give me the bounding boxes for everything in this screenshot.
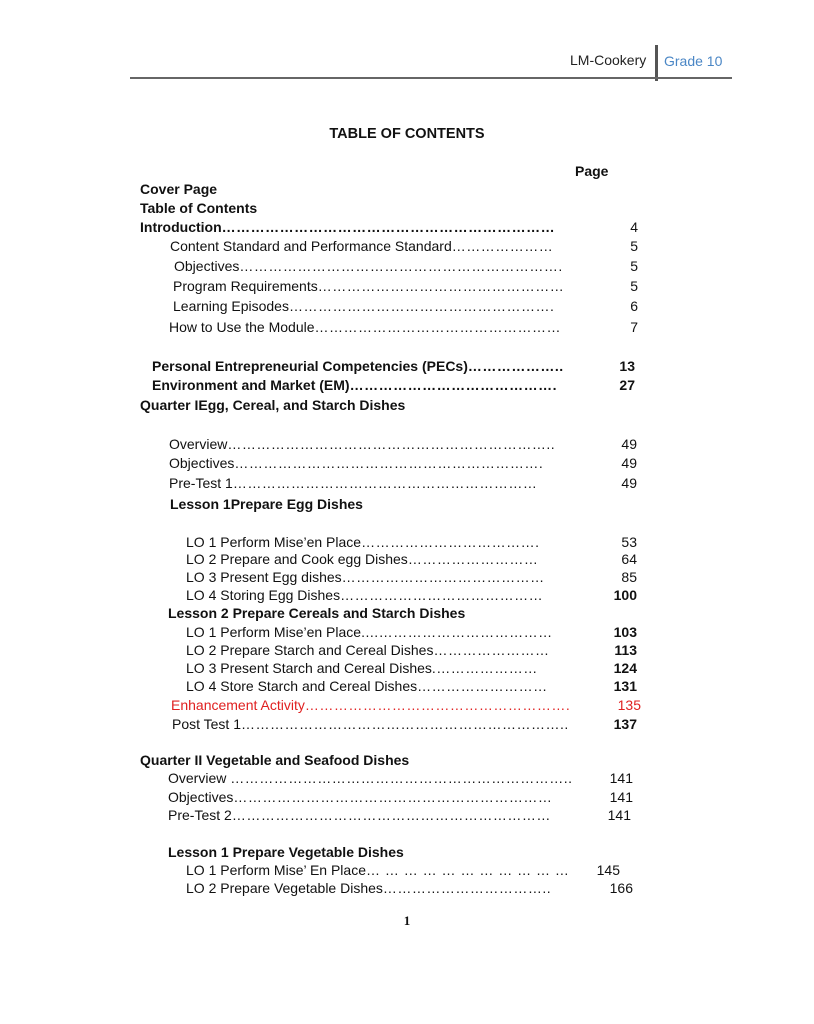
toc-entry <box>168 789 552 806</box>
toc-entry-leader: .………………… <box>431 660 538 676</box>
toc-entry-leader: …………………………………………… <box>317 278 565 294</box>
toc-entry-title: LO 2 Prepare Starch and Cereal Dishes <box>186 642 434 658</box>
toc-entry-title: Quarter II Vegetable and Seafood Dishes <box>140 752 410 768</box>
toc-entry-page: 53 <box>621 534 637 550</box>
toc-entry-page: 137 <box>613 716 637 732</box>
toc-entry-page: 100 <box>613 587 637 603</box>
toc-entry-page: 131 <box>613 678 637 694</box>
toc-entry-page: 6 <box>630 298 638 314</box>
toc-entry <box>186 587 543 604</box>
toc-entry-leader: …………………………………………………………….. <box>230 770 573 786</box>
page-number-footer: 1 <box>403 913 411 928</box>
toc-entry-leader: ………………………………………………………….. <box>227 436 556 452</box>
toc-entry-leader: ………………………………. <box>361 534 540 550</box>
toc-entry-title: Pre-Test 1 <box>169 475 233 491</box>
toc-entry <box>168 844 404 861</box>
toc-entry <box>186 642 549 659</box>
toc-entry <box>186 624 553 641</box>
toc-entry-title: Lesson 1 Prepare Vegetable Dishes <box>168 844 404 860</box>
toc-entry-title: Learning Episodes <box>173 298 289 314</box>
toc-entry-title: LO 4 Store Starch and Cereal Dishes <box>186 678 418 694</box>
toc-entry-leader: …………………………….. <box>382 880 552 896</box>
header-rule <box>130 77 732 79</box>
page-title: TABLE OF CONTENTS <box>329 126 485 142</box>
toc-entry-title: LO 3 Present Egg dishes <box>186 569 342 585</box>
toc-entry-title: LO 4 Storing Egg Dishes <box>186 587 341 603</box>
toc-entry-page: 166 <box>609 880 633 896</box>
toc-entry-page: 103 <box>613 624 637 640</box>
toc-entry-leader: …………………………………………………………… <box>221 219 556 235</box>
toc-entry <box>172 716 569 733</box>
toc-entry <box>186 678 548 695</box>
toc-entry <box>170 496 363 513</box>
toc-entry-title: Quarter IEgg, Cereal, and Starch Dishes <box>140 397 406 413</box>
toc-entry <box>168 770 573 787</box>
toc-entry-page: 49 <box>621 475 637 491</box>
toc-entry-leader: …………………………………………………………. <box>239 258 563 274</box>
toc-entry-title: Lesson 1Prepare Egg Dishes <box>170 496 363 512</box>
toc-entry <box>168 605 465 622</box>
toc-entry-page: 5 <box>630 238 638 254</box>
toc-entry-title: LO 1 Perform Mise’en Place <box>186 534 362 550</box>
toc-entry-page: 145 <box>596 862 620 878</box>
toc-entry-page: 135 <box>617 697 641 713</box>
toc-entry-page: 27 <box>619 377 635 393</box>
toc-entry-page: 5 <box>630 258 638 274</box>
toc-entry-title: How to Use the Module <box>169 319 315 335</box>
toc-entry-title: Content Standard and Performance Standard <box>170 238 452 254</box>
toc-entry-page: 49 <box>621 455 637 471</box>
toc-entry-title: Environment and Market (EM) <box>152 377 350 393</box>
toc-entry-page: 141 <box>607 807 631 823</box>
toc-entry-title: LO 3 Present Starch and Cereal Dishes <box>186 660 432 676</box>
toc-entry-title: Lesson 2 Prepare Cereals and Starch Dishes <box>168 605 466 621</box>
toc-entry <box>173 298 554 315</box>
toc-entry <box>173 278 564 295</box>
toc-entry <box>186 551 538 568</box>
toc-entry <box>169 436 555 453</box>
toc-entry-leader: …………………………………… <box>341 569 545 585</box>
toc-entry-leader: ………………………………………………. <box>288 298 555 314</box>
toc-entry-title: Objectives <box>174 258 240 274</box>
toc-entry-page: 64 <box>621 551 637 567</box>
toc-entry <box>170 238 553 255</box>
toc-entry-page: 124 <box>613 660 637 676</box>
toc-entry-leader: ………………………………………………………… <box>231 807 551 823</box>
toc-entry <box>186 534 539 551</box>
toc-entry-leader: ………………………………………………. <box>304 697 571 713</box>
toc-entry <box>169 455 543 472</box>
toc-entry-leader: …………………… <box>433 642 550 658</box>
toc-entry <box>168 807 551 824</box>
toc-entry <box>140 181 217 198</box>
toc-entry-page: 49 <box>621 436 637 452</box>
toc-entry-page: 85 <box>621 569 637 585</box>
toc-entry <box>169 319 561 336</box>
toc-entry-page: 141 <box>609 789 633 805</box>
toc-entry <box>171 697 570 714</box>
toc-entry-title: LO 2 Prepare Vegetable Dishes <box>186 880 383 896</box>
toc-entry <box>140 752 409 769</box>
toc-entry-title: LO 1 Perform Mise’en Place <box>186 624 362 640</box>
toc-entry-leader: ……………………………………………………… <box>232 475 538 491</box>
toc-entry-leader: ………………………………………………………. <box>234 455 544 471</box>
toc-entry-title: LO 1 Perform Mise’ En Place <box>186 862 366 878</box>
toc-entry-leader: ……………….. <box>467 358 564 374</box>
toc-entry <box>174 258 563 275</box>
toc-entry-page: 141 <box>609 770 633 786</box>
toc-entry <box>152 377 557 394</box>
toc-entry-leader: ………………………………………………………….. <box>241 716 569 732</box>
toc-entry-leader: ……………………… <box>407 551 539 567</box>
toc-entry-page: 113 <box>614 642 637 658</box>
page-column-label: Page <box>575 163 609 179</box>
toc-entry-leader: …………………………………………… <box>314 319 562 335</box>
toc-entry-title: Cover Page <box>140 181 218 197</box>
toc-entry-title: Overview <box>168 770 231 786</box>
toc-entry-title: Introduction <box>140 219 222 235</box>
toc-entry-title: Program Requirements <box>173 278 318 294</box>
toc-entry-title: Enhancement Activity <box>171 697 305 713</box>
toc-entry <box>186 880 551 897</box>
toc-entry <box>186 862 569 879</box>
toc-entry-leader: … … … … … … … … … … … <box>366 862 570 878</box>
toc-entry <box>169 475 537 492</box>
toc-entry-title: LO 2 Prepare and Cook egg Dishes <box>186 551 408 567</box>
toc-entry-leader: ……………………………………. <box>349 377 557 393</box>
toc-entry <box>186 660 538 677</box>
toc-entry-title: Table of Contents <box>140 200 258 216</box>
toc-entry <box>186 569 545 586</box>
toc-entry-leader: …………………………………… <box>340 587 544 603</box>
header-left-title: LM-Cookery <box>570 52 647 68</box>
toc-entry-title: Personal Entrepreneurial Competencies (PECs) <box>152 358 468 374</box>
toc-entry-page: 5 <box>630 278 638 294</box>
toc-entry <box>140 200 257 217</box>
toc-entry-page: 4 <box>630 219 638 235</box>
header-right-grade: Grade 10 <box>664 53 723 69</box>
toc-entry-page: 7 <box>630 319 638 335</box>
toc-entry-leader: ....……………………………… <box>361 624 553 640</box>
toc-entry-title: Overview <box>169 436 228 452</box>
toc-entry-title: Objectives <box>169 455 235 471</box>
header-divider <box>655 45 658 81</box>
toc-entry <box>140 397 405 414</box>
toc-entry-page: 13 <box>619 358 635 374</box>
toc-entry-title: Post Test 1 <box>172 716 242 732</box>
toc-entry <box>152 358 564 375</box>
toc-entry-leader: ……………………… <box>417 678 548 694</box>
toc-entry-title: Pre-Test 2 <box>168 807 232 823</box>
toc-entry-leader: ………………………………………………………… <box>233 789 553 805</box>
toc-entry-leader: ………………… <box>451 238 554 254</box>
toc-entry-title: Objectives <box>168 789 234 805</box>
toc-entry <box>140 219 555 236</box>
